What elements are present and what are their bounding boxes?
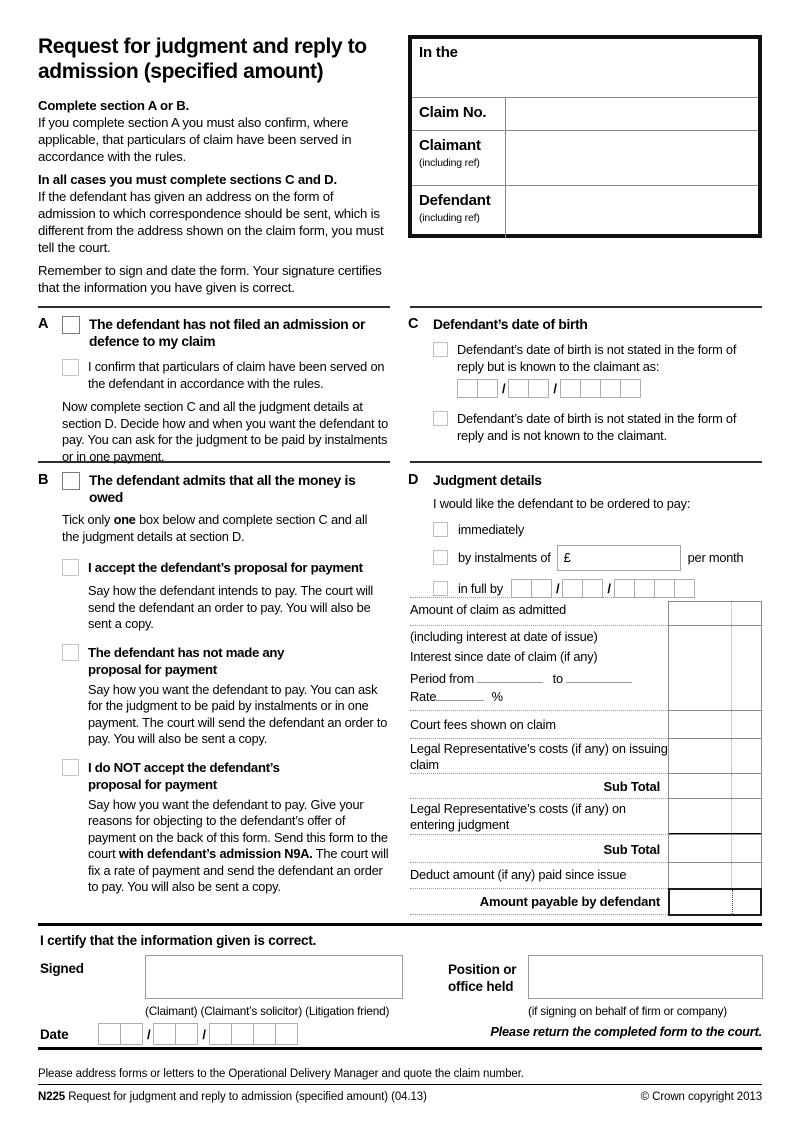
page-title-main: Request for judgment and reply to admission [38, 35, 367, 83]
accept-proposal-checkbox[interactable] [62, 559, 79, 576]
defendant-ref-note: (including ref) [419, 212, 480, 224]
divider [410, 461, 762, 463]
interest-amount-field[interactable] [668, 625, 762, 711]
section-a-letter: A [38, 316, 49, 332]
pay-in-full-option [433, 579, 762, 598]
dob-day-box[interactable] [477, 379, 498, 398]
section-b-heading: The defendant admits that all the money is owed [89, 473, 356, 505]
defendant-label [412, 186, 506, 238]
deduct-row [410, 863, 668, 889]
claim-no-text: Claim No. [419, 104, 487, 121]
footer-form-id [38, 1091, 427, 1103]
amount-admitted-row [410, 597, 668, 626]
not-accept-proposal-desc [88, 797, 393, 896]
intro-lead-2: In all cases you must complete sections C and D. [38, 172, 337, 187]
position-hint: (if signing on behalf of firm or company) [528, 1004, 727, 1018]
sig-month-box[interactable] [175, 1023, 198, 1045]
amount-payable-field[interactable] [668, 888, 762, 916]
dob-unknown-option [433, 411, 763, 444]
period-to-label: to [552, 671, 563, 686]
footer-copyright: © Crown copyright 2013 [640, 1091, 762, 1103]
court-fees-field[interactable] [668, 710, 762, 739]
dob-year-box[interactable] [580, 379, 601, 398]
full-year-box[interactable] [674, 579, 695, 598]
no-proposal-desc: Say how you want the defendant to pay. You can ask for the judgment to be paid by instalments or in one payment. The court will send the defendant an order to pay. You will also be sent a copy. [88, 681, 388, 746]
claim-no-field[interactable] [506, 98, 758, 130]
defendant-field[interactable] [506, 186, 758, 238]
section-b [38, 472, 390, 896]
sig-year-box[interactable] [253, 1023, 276, 1045]
section-c [408, 316, 762, 444]
not-accept-proposal-label: I do NOT accept the defendant’s proposal for payment [88, 759, 280, 792]
accept-proposal-label: I accept the defendant’s proposal for payment [88, 560, 363, 575]
dob-known-label: Defendant’s date of birth is not stated in the form of reply but is known to the claimant as: [457, 342, 737, 374]
section-b-letter: B [38, 472, 49, 488]
costs-issuing-row [410, 739, 668, 774]
rate-field[interactable] [436, 689, 484, 701]
position-field[interactable] [528, 955, 763, 999]
amount-payable-row: Amount payable by defendant [410, 889, 668, 915]
footer-form-title: Request for judgment and reply to admission (specified amount) (04.13) [65, 1091, 427, 1103]
divider [410, 306, 762, 308]
claimant-label [412, 131, 506, 185]
tick-post: box below and complete section C and all the judgment details at section D. [62, 512, 368, 544]
confirm-particulars-label: I confirm that particulars of claim have been served on the defendant in accordance with the rules. [88, 359, 385, 391]
intro-text [38, 97, 392, 302]
court-fees-row [410, 711, 668, 739]
subtotal-2-field[interactable] [668, 834, 762, 863]
amount-admitted-field[interactable] [668, 601, 762, 626]
sig-year-box[interactable] [275, 1023, 298, 1045]
section-d-heading: Judgment details [433, 473, 542, 488]
period-line [410, 664, 668, 686]
confirm-particulars-checkbox[interactable] [62, 359, 79, 376]
costs-entering-row [410, 799, 668, 835]
not-accept-proposal-checkbox[interactable] [62, 759, 79, 776]
intro-paragraph-3: Remember to sign and date the form. Your signature certifies that the information you have given is correct. [38, 263, 382, 295]
dob-unknown-label: Defendant’s date of birth is not stated in the form of reply and is not known to the claimant. [457, 411, 737, 443]
in-the-label: In the [419, 44, 458, 61]
section-b-instruction [62, 512, 370, 545]
desc-bold: with defendant’s admission N9A. [118, 846, 313, 861]
divider [38, 306, 390, 308]
full-day-box[interactable] [531, 579, 552, 598]
deduct-label: Deduct amount (if any) paid since issue [410, 867, 627, 882]
divider [38, 923, 762, 926]
judgment-amounts-boxes [668, 601, 762, 916]
dob-year-box[interactable] [620, 379, 641, 398]
intro-body-2: If the defendant has given an address on the form of admission to which correspondence should be sent, which is different from the address shown on the claim form, you must tell the court. [38, 189, 384, 255]
amount-admitted-label: Amount of claim as admitted [410, 602, 567, 617]
dob-month-box[interactable] [508, 379, 529, 398]
full-day-box[interactable] [511, 579, 532, 598]
claimant-row [412, 131, 758, 186]
section-a [38, 316, 390, 465]
section-d [408, 472, 762, 598]
claim-no-label [412, 98, 506, 130]
per-month-label: per month [687, 550, 744, 565]
rate-line [410, 686, 668, 704]
dob-month-box[interactable] [528, 379, 549, 398]
divider [38, 1047, 762, 1050]
defendant-text: Defendant [419, 192, 491, 209]
accept-proposal-option [62, 559, 393, 633]
sig-month-box[interactable] [153, 1023, 176, 1045]
claimant-text: Claimant [419, 137, 481, 154]
pay-instalments-checkbox[interactable] [433, 550, 448, 565]
intro-body-1: If you complete section A you must also confirm, where applicable, that particulars of claim have been served in accordance with the rules. [38, 115, 352, 164]
dob-day-box[interactable] [457, 379, 478, 398]
footer-address-note: Please address forms or letters to the Operational Delivery Manager and quote the claim number. [38, 1068, 524, 1080]
claim-no-row [412, 98, 758, 131]
date-slash: / [147, 1026, 151, 1042]
dob-known-checkbox[interactable] [433, 342, 448, 357]
court-fees-label: Court fees shown on claim [410, 717, 556, 732]
date-slash: / [555, 580, 560, 596]
pay-in-full-label: in full by [458, 580, 503, 596]
section-d-intro: I would like the defendant to be ordered to pay: [433, 496, 691, 511]
pay-immediately-label: immediately [458, 521, 525, 537]
full-year-box[interactable] [614, 579, 635, 598]
no-proposal-option [62, 644, 393, 748]
dob-year-box[interactable] [560, 379, 581, 398]
pay-immediately-option [433, 522, 762, 537]
pay-in-full-checkbox[interactable] [433, 581, 448, 596]
subtotal-1-field[interactable] [668, 773, 762, 799]
dob-known-option [433, 342, 763, 398]
claimant-ref-note: (including ref) [419, 157, 480, 169]
instalment-amount-field[interactable] [557, 545, 681, 571]
period-to-field[interactable] [566, 671, 632, 683]
period-from-label: Period from [410, 671, 474, 686]
section-b-checkbox[interactable] [62, 472, 80, 490]
defendant-row [412, 186, 758, 238]
pound-sign: £ [563, 549, 571, 565]
section-a-note: Now complete section C and all the judgment details at section D. Decide how and when you want the defendant to pay. You can ask for the judgment to be paid by instalments or in one payment. [62, 399, 389, 464]
return-note: Please return the completed form to the court. [490, 1024, 762, 1039]
section-c-heading: Defendant’s date of birth [433, 317, 588, 332]
signature-date-input [98, 1023, 298, 1045]
signed-field[interactable] [145, 955, 403, 999]
interest-row [410, 626, 668, 711]
section-a-option [62, 316, 395, 350]
full-month-box[interactable] [582, 579, 603, 598]
divider [38, 1084, 762, 1085]
section-a-checkbox[interactable] [62, 316, 80, 334]
interest-since-label: Interest since date of claim (if any) [410, 649, 598, 664]
sig-day-box[interactable] [98, 1023, 121, 1045]
position-label: Position or office held [448, 962, 517, 994]
full-year-box[interactable] [634, 579, 655, 598]
page-title-paren: (specified amount) [143, 60, 324, 83]
footer-form-code: N225 [38, 1091, 66, 1103]
no-proposal-checkbox[interactable] [62, 644, 79, 661]
tick-pre: Tick only [62, 512, 114, 527]
pay-immediately-checkbox[interactable] [433, 522, 448, 537]
date-slash: / [553, 381, 557, 396]
subtotal-row-2: Sub Total [410, 835, 668, 863]
section-b-option [62, 472, 393, 506]
date-slash: / [502, 381, 506, 396]
percent-sign: % [491, 689, 503, 704]
sig-year-box[interactable] [231, 1023, 254, 1045]
tick-bold: one [113, 512, 136, 527]
intro-lead-1: Complete section A or B. [38, 98, 190, 113]
accept-proposal-desc: Say how the defendant intends to pay. The court will send the defendant an order to pay. You will also be sent a copy. [88, 583, 374, 631]
dob-year-box[interactable] [600, 379, 621, 398]
dob-date-input [457, 379, 763, 398]
confirm-particulars-option [62, 359, 395, 392]
dob-unknown-checkbox[interactable] [433, 411, 448, 426]
desc-post: The court will fix a rate of payment and send the defendant an order to pay. You will also be sent a copy. [88, 846, 389, 894]
page-title [38, 34, 402, 84]
signed-hint: (Claimant) (Claimant’s solicitor) (Litigation friend) [145, 1004, 390, 1018]
section-c-letter: C [408, 316, 419, 332]
in-the-row[interactable] [412, 39, 758, 98]
costs-entering-field[interactable] [668, 798, 762, 835]
pay-instalments-option [433, 545, 762, 571]
costs-issuing-field[interactable] [668, 738, 762, 774]
no-proposal-label: The defendant has not made any proposal for payment [88, 644, 285, 677]
signed-label: Signed [40, 961, 84, 976]
judgment-amounts-labels [410, 597, 668, 915]
date-label: Date [40, 1027, 69, 1042]
sig-year-box[interactable] [209, 1023, 232, 1045]
desc-pre: Say how you want the defendant to pay. Give your reasons for objecting to the defendant’s offer of payment on the back of this form. Send this form to the court [88, 796, 388, 861]
sig-day-box[interactable] [120, 1023, 143, 1045]
court-details-box [408, 35, 762, 238]
rate-label: Rate [410, 689, 437, 704]
pay-instalments-label: by instalments of [458, 550, 551, 565]
costs-issuing-label: Legal Representative’s costs (if any) on issuing claim [410, 741, 668, 772]
deduct-field[interactable] [668, 862, 762, 889]
including-interest-label: (including interest at date of issue) [410, 629, 598, 644]
claimant-field[interactable] [506, 131, 758, 185]
intro-paragraph-1 [38, 97, 392, 165]
full-year-box[interactable] [654, 579, 675, 598]
costs-entering-label: Legal Representative’s costs (if any) on entering judgment [410, 801, 626, 832]
section-a-heading: The defendant has not filed an admission or defence to my claim [89, 317, 366, 349]
certify-statement: I certify that the information given is correct. [40, 933, 317, 948]
date-slash: / [202, 1026, 206, 1042]
intro-paragraph-2 [38, 171, 392, 256]
section-d-letter: D [408, 472, 419, 488]
period-from-field[interactable] [477, 671, 543, 683]
subtotal-row-1: Sub Total [410, 774, 668, 799]
not-accept-proposal-option [62, 759, 393, 896]
full-month-box[interactable] [562, 579, 583, 598]
pay-in-full-date-input [511, 579, 695, 598]
date-slash: / [607, 580, 611, 596]
